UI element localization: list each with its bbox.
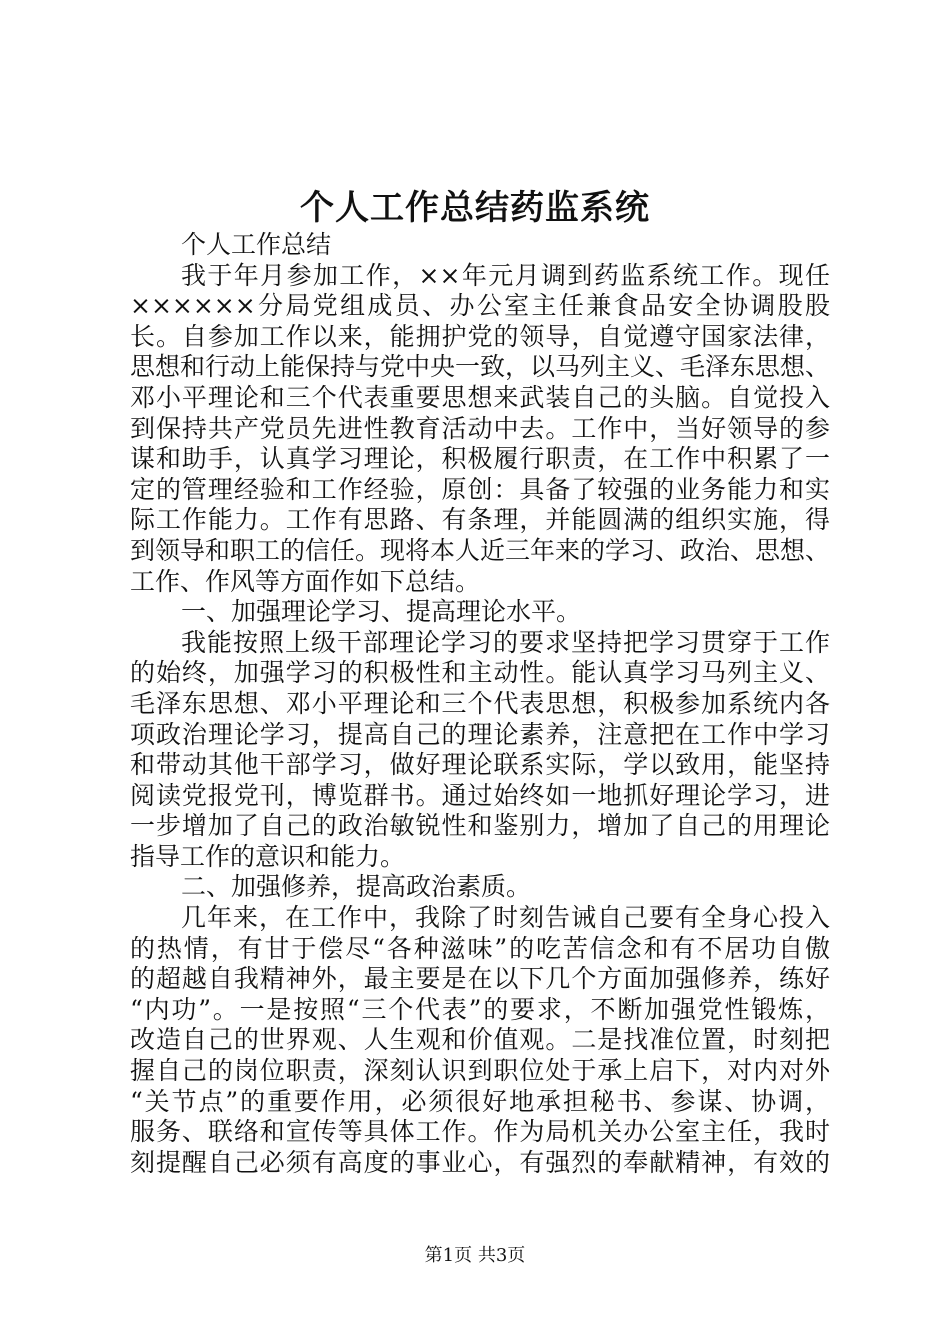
- paragraph-line: 的超越自我精神外，最主要是在以下几个方面加强修养，练好: [130, 964, 830, 994]
- paragraph-line: 我能按照上级干部理论学习的要求坚持把学习贯穿于工作: [181, 627, 830, 657]
- paragraph-line: 我于年月参加工作，××年元月调到药监系统工作。现任: [181, 260, 830, 290]
- section-heading: 二、加强修养，提高政治素质。: [181, 872, 532, 902]
- page-number: 第1页 共3页: [424, 1245, 526, 1266]
- section-heading: 个人工作总结: [181, 230, 332, 259]
- paragraph-line: 际工作能力。工作有思路、有条理，并能圆满的组织实施，得: [130, 505, 830, 535]
- paragraph-line: ××××××分局党组成员、办公室主任兼食品安全协调股股: [130, 291, 830, 321]
- paragraph-line: 的热情，有甘于偿尽“各种滋味”的吃苦信念和有不居功自傲: [130, 933, 830, 963]
- paragraph-line: 项政治理论学习，提高自己的理论素养，注意把在工作中学习: [130, 719, 830, 749]
- paragraph-line: 工作、作风等方面作如下总结。: [130, 566, 481, 596]
- paragraph-line: “关节点”的重要作用，必须很好地承担秘书、参谋、协调，: [130, 1086, 830, 1116]
- paragraph-line: 思想和行动上能保持与党中央一致，以马列主义、毛泽东思想、: [130, 352, 830, 382]
- paragraph-line: 长。自参加工作以来，能拥护党的领导，自觉遵守国家法律，: [130, 321, 830, 351]
- paragraph-line: 定的管理经验和工作经验，原创：具备了较强的业务能力和实: [130, 474, 830, 504]
- paragraph-line: 邓小平理论和三个代表重要思想来武装自己的头脑。自觉投入: [130, 382, 830, 412]
- paragraph-line: 改造自己的世界观、人生观和价值观。二是找准位置，时刻把: [130, 1025, 830, 1055]
- paragraph-line: 谋和助手，认真学习理论，积极履行职责，在工作中积累了一: [130, 444, 830, 474]
- paragraph-line: 指导工作的意识和能力。: [130, 841, 406, 871]
- paragraph-line: 的始终，加强学习的积极性和主动性。能认真学习马列主义、: [130, 658, 830, 688]
- paragraph-line: 和带动其他干部学习，做好理论联系实际，学以致用，能坚持: [130, 750, 830, 780]
- paragraph-line: 阅读党报党刊，博览群书。通过始终如一地抓好理论学习，进: [130, 780, 830, 810]
- paragraph-line: 到保持共产党员先进性教育活动中去。工作中，当好领导的参: [130, 413, 830, 443]
- paragraph-line: 一步增加了自己的政治敏锐性和鉴别力，增加了自己的用理论: [130, 811, 830, 841]
- paragraph-line: 服务、联络和宣传等具体工作。作为局机关办公室主任，我时: [130, 1117, 830, 1147]
- section-heading: 一、加强理论学习、提高理论水平。: [181, 597, 582, 627]
- paragraph-line: 到领导和职工的信任。现将本人近三年来的学习、政治、思想、: [130, 535, 830, 565]
- document-body: [130, 230, 830, 1178]
- paragraph-line: 握自己的岗位职责，深刻认识到职位处于承上启下，对内对外: [130, 1056, 830, 1086]
- paragraph-line: 几年来，在工作中，我除了时刻告诫自己要有全身心投入: [181, 903, 830, 933]
- paragraph-line: “内功”。一是按照“三个代表”的要求，不断加强党性锻炼，: [130, 994, 830, 1024]
- paragraph-line: 刻提醒自己必须有高度的事业心，有强烈的奉献精神，有效的: [130, 1147, 830, 1177]
- document-title: 个人工作总结药监系统: [300, 188, 650, 228]
- paragraph-line: 毛泽东思想、邓小平理论和三个代表思想，积极参加系统内各: [130, 688, 830, 718]
